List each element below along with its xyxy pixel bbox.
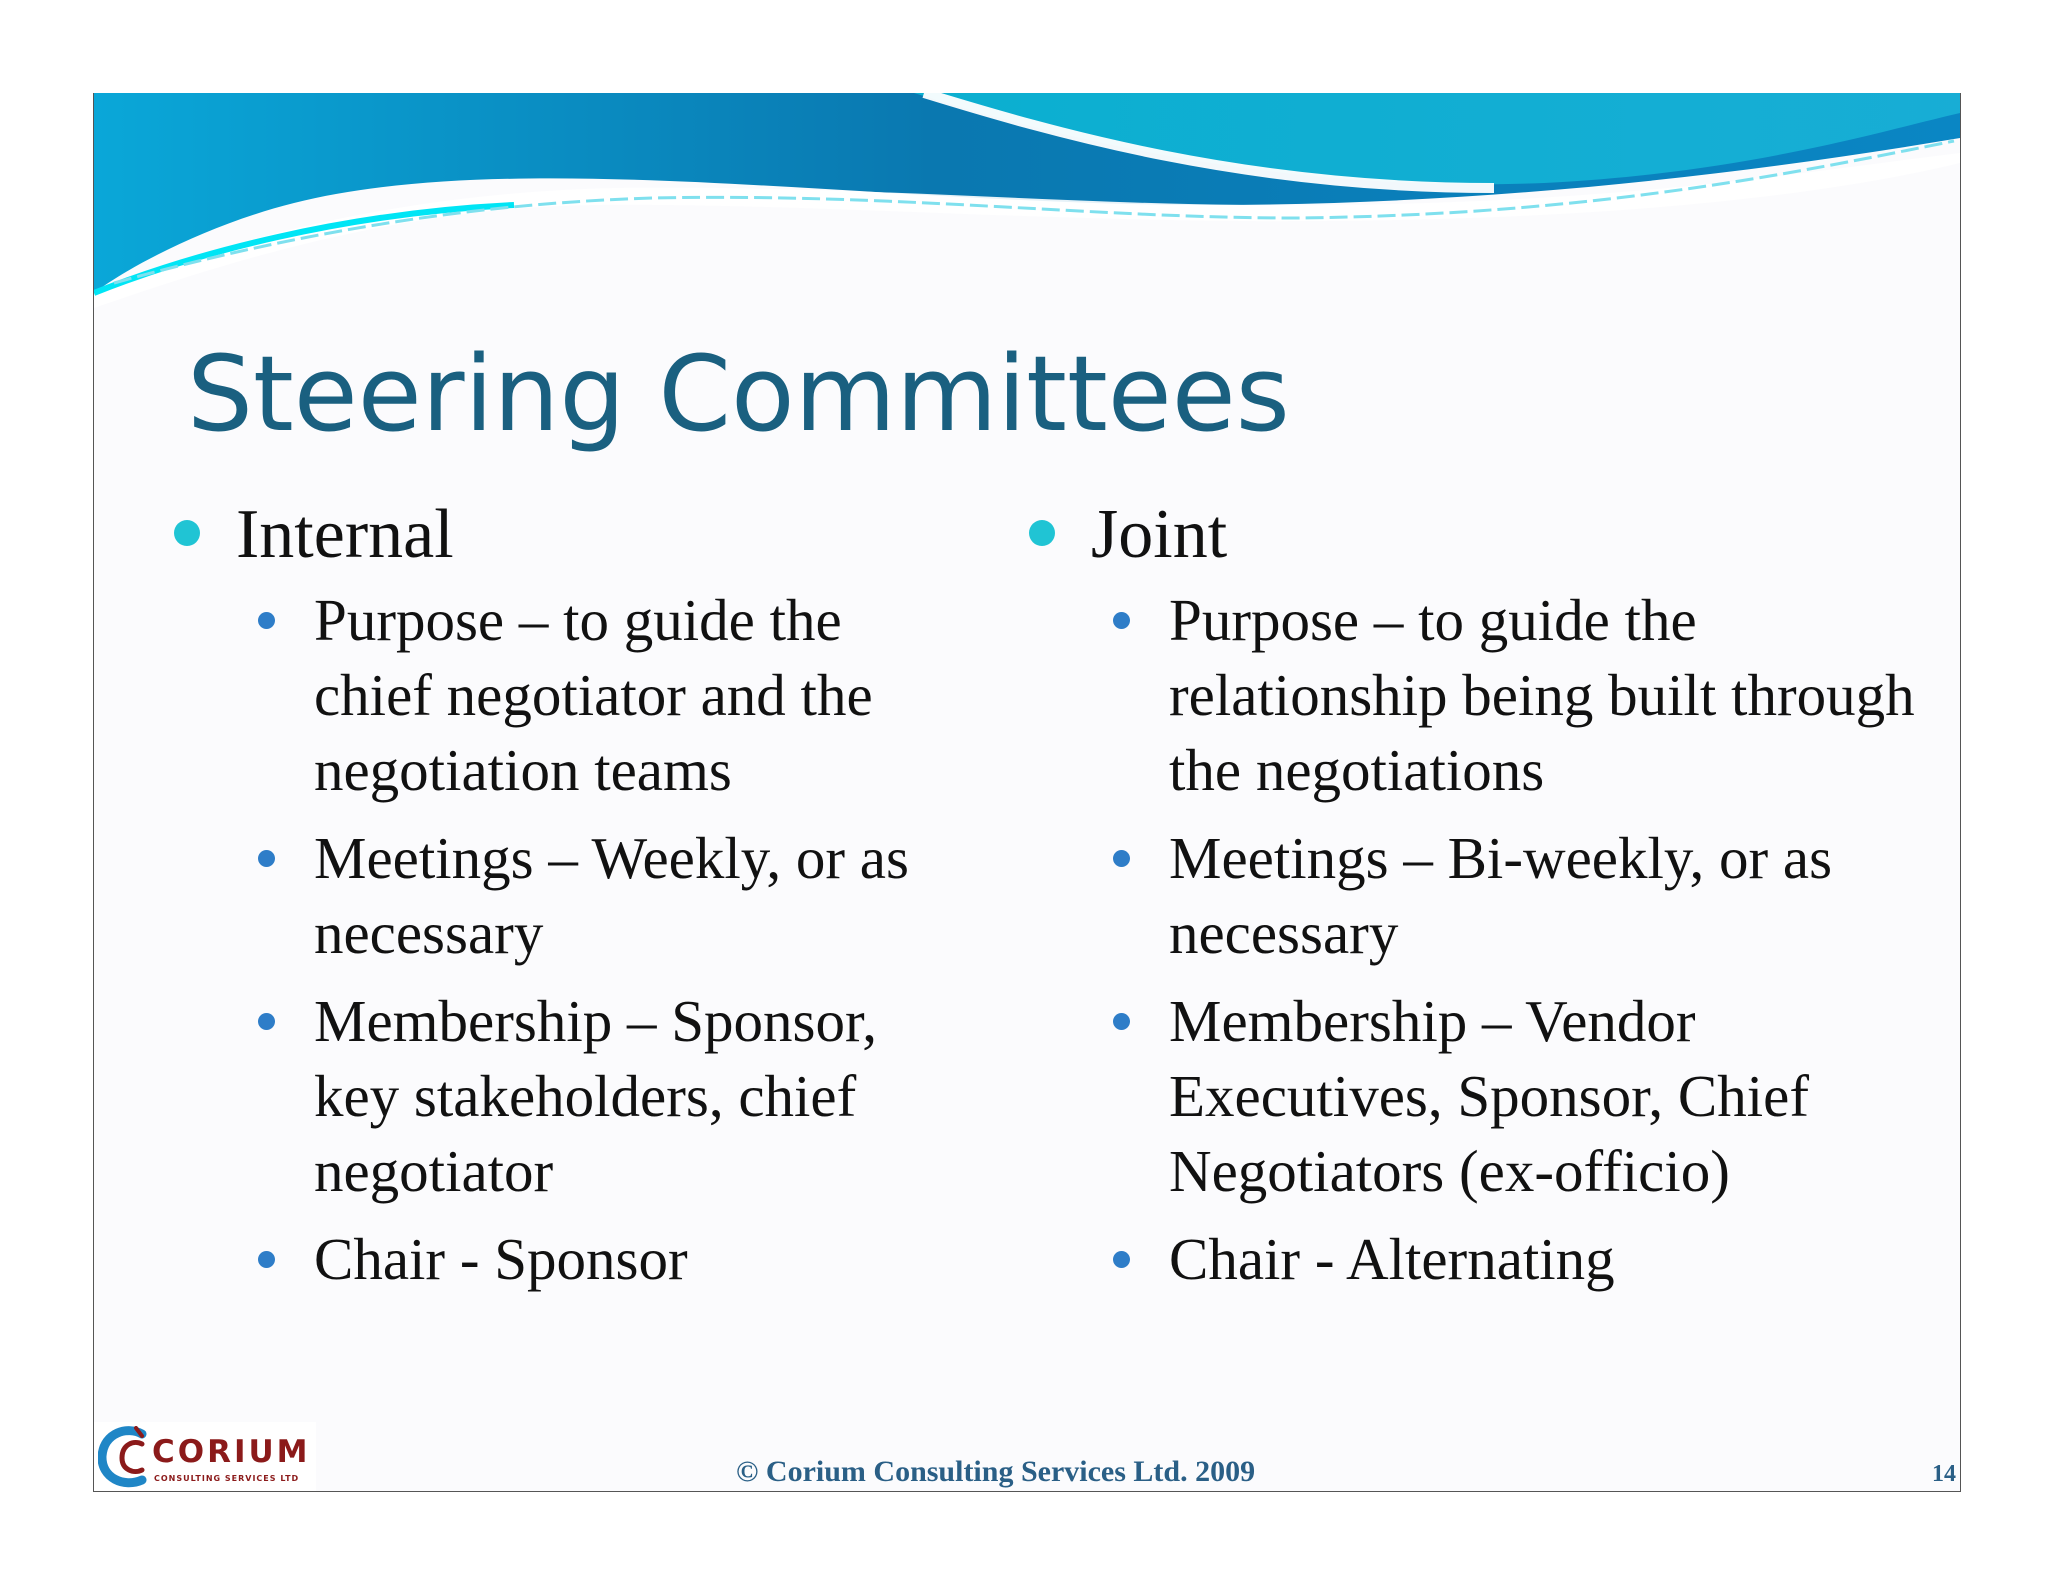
- corium-logo: [94, 1422, 316, 1492]
- page-number: 14: [1932, 1461, 1956, 1487]
- list-item-text: Membership – Vendor Executives, Sponsor, Chief Negotiators (ex-officio): [1169, 988, 1809, 1204]
- list-item: [174, 1222, 954, 1297]
- list-item-text: Meetings – Weekly, or as necessary: [314, 825, 909, 966]
- column-internal: [174, 493, 954, 1310]
- list-item-text: Chair - Sponsor: [314, 1226, 688, 1292]
- heading-joint: [1029, 493, 1929, 577]
- list-item: [1029, 821, 1929, 971]
- bullet-icon: [258, 850, 275, 867]
- list-item: [1029, 583, 1929, 808]
- bullet-icon: [1113, 1013, 1130, 1030]
- list-item: [174, 583, 954, 808]
- slide-title: Steering Committees: [187, 333, 1290, 455]
- bullet-icon: [1113, 612, 1130, 629]
- bullet-icon: [258, 1013, 275, 1030]
- bullet-icon: [1029, 520, 1055, 546]
- list-item-text: Chair - Alternating: [1169, 1226, 1615, 1292]
- bullet-icon: [258, 612, 275, 629]
- list-item-text: Purpose – to guide the relationship being built through the negotiations: [1169, 587, 1915, 803]
- list-item: [1029, 984, 1929, 1209]
- wave-banner: [94, 93, 1960, 313]
- column-joint: [1029, 493, 1929, 1310]
- bullet-icon: [174, 520, 200, 546]
- logo-subtitle: CONSULTING SERVICES LTD: [154, 1474, 300, 1483]
- heading-internal: [174, 493, 954, 577]
- heading-text: Joint: [1091, 496, 1228, 573]
- slide: [93, 93, 1961, 1492]
- heading-text: Internal: [236, 496, 454, 573]
- corium-c-icon: [98, 1426, 154, 1488]
- list-item: [174, 984, 954, 1209]
- list-item: [174, 821, 954, 971]
- bullet-icon: [258, 1251, 275, 1268]
- list-item-text: Membership – Sponsor, key stakeholders, chief negotiator: [314, 988, 878, 1204]
- logo-name: CORIUM: [152, 1434, 311, 1470]
- copyright-text: © Corium Consulting Services Ltd. 2009: [736, 1455, 1256, 1488]
- bullet-icon: [1113, 1251, 1130, 1268]
- list-item: [1029, 1222, 1929, 1297]
- list-item-text: Purpose – to guide the chief negotiator and the negotiation teams: [314, 587, 873, 803]
- list-item-text: Meetings – Bi-weekly, or as necessary: [1169, 825, 1833, 966]
- bullet-icon: [1113, 850, 1130, 867]
